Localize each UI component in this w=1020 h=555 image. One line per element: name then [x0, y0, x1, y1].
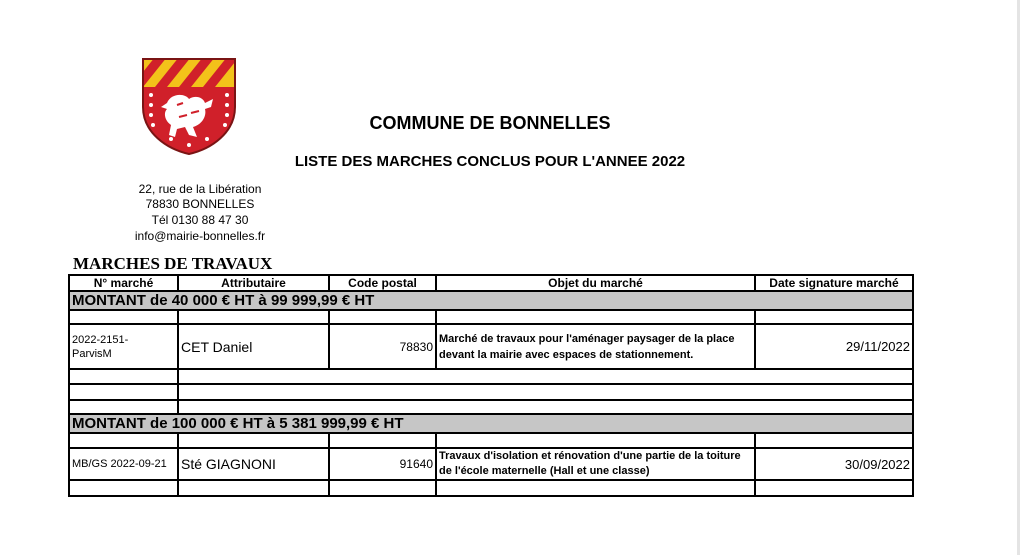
amount-band-row [69, 414, 913, 433]
date-cell: 29/11/2022 [755, 324, 913, 369]
objet-cell: Travaux d'isolation et rénovation d'une partie de la toiture de l'école maternelle (Hall et une classe) [436, 448, 755, 480]
amount-band-row [69, 291, 913, 310]
column-header: Code postal [329, 275, 436, 291]
code-postal-cell: 91640 [329, 448, 436, 480]
empty-row [69, 384, 913, 400]
empty-row [69, 310, 913, 324]
column-header: Objet du marché [436, 275, 755, 291]
amount-band-label: MONTANT de 40 000 € HT à 99 999,99 € HT [69, 291, 913, 310]
code-postal-cell: 78830 [329, 324, 436, 369]
numero-cell: MB/GS 2022-09-21 [69, 448, 178, 480]
amount-band-label: MONTANT de 100 000 € HT à 5 381 999,99 € HT [69, 414, 913, 433]
column-header: Attributaire [178, 275, 329, 291]
address-email: info@mairie-bonnelles.fr [134, 229, 266, 243]
table-header-row [69, 275, 913, 291]
marches-table [68, 274, 914, 497]
numero-cell: 2022-2151- ParvisM [69, 324, 178, 369]
attributaire-cell: CET Daniel [178, 324, 329, 369]
page-title: COMMUNE DE BONNELLES [369, 113, 611, 133]
date-cell: 30/09/2022 [755, 448, 913, 480]
address-city: 78830 BONNELLES [145, 197, 255, 211]
empty-row [69, 369, 913, 384]
column-header: N° marché [69, 275, 178, 291]
table-row [69, 324, 913, 369]
attributaire-cell: Sté GIAGNONI [178, 448, 329, 480]
objet-cell: Marché de travaux pour l'aménager paysager de la place devant la mairie avec espaces de stationnement. [436, 324, 755, 369]
table-row [69, 448, 913, 480]
empty-row [69, 400, 913, 414]
column-header: Date signature marché [755, 275, 913, 291]
address-street: 22, rue de la Libération [138, 182, 262, 196]
section-title: MARCHES DE TRAVAUX [73, 254, 273, 273]
coat-of-arms-icon [141, 57, 237, 155]
address-phone: Tél 0130 88 47 30 [151, 213, 249, 227]
page-subtitle: LISTE DES MARCHES CONCLUS POUR L'ANNEE 2022 [294, 153, 686, 170]
empty-row [69, 433, 913, 448]
empty-row [69, 480, 913, 496]
